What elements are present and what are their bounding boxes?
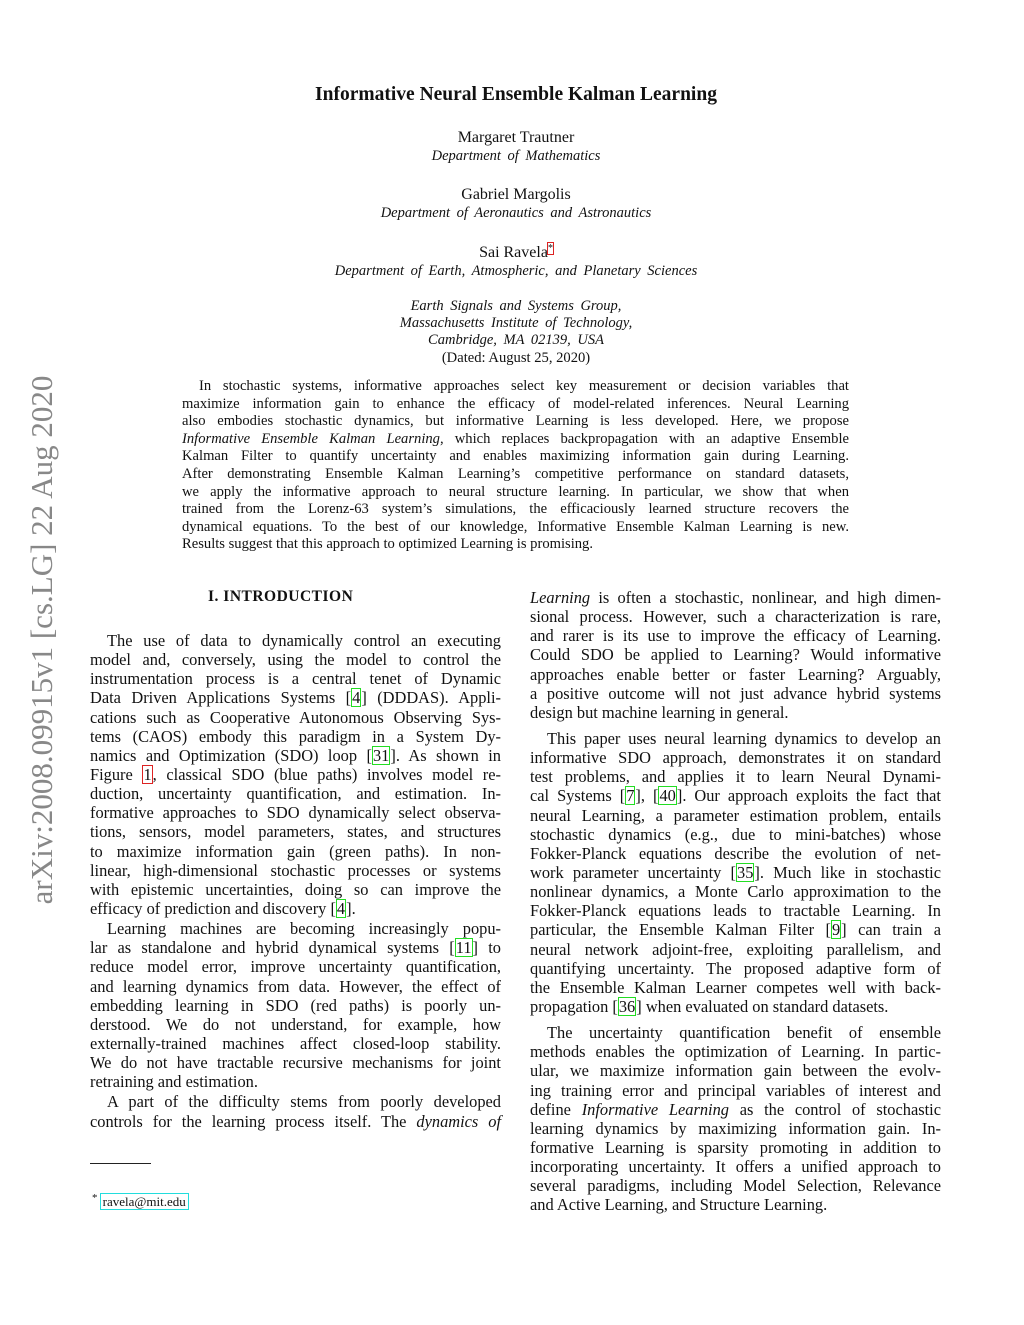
text-line: linear, high-dimensional stochastic processes or systems [90, 860, 501, 880]
paragraph [530, 1023, 941, 1214]
text-line: formative Learning is sparsity promoting in addition to [530, 1137, 941, 1157]
text-line: Learning machines are becoming increasingly popu- [107, 919, 501, 939]
text-line: neural network adjoint-free, exploiting parallelism, and [530, 939, 941, 959]
text-line: The uncertainty quantification benefit of ensemble [547, 1023, 941, 1043]
text-line: sional process. However, such a characterization is rare, [530, 607, 941, 627]
text-line: Data Driven Applications Systems [4] (DDDAS). Appli- [90, 688, 501, 708]
author-name-with-footnote [0, 244, 1024, 262]
text-line: derstood. We do not understand, for example, how [90, 1014, 501, 1034]
text-line: trained from the Lorenz-63 system’s simulations, the efficaciously learned structure recovers the [182, 501, 849, 518]
text-line: test problems, and applies it to learn Neural Dynami- [530, 767, 941, 787]
text-line: approaches enable better or faster Learning? Arguably, [530, 664, 941, 684]
italic-text: Learning [530, 588, 591, 607]
text-line: Learning is often a stochastic, nonlinear, and high dimen- [530, 588, 941, 607]
text-line: and learning dynamics from data. However, the effect of [90, 976, 501, 996]
text-line: Fokker-Planck equations describe the evolution of net- [530, 843, 941, 863]
author-name: Gabriel Margolis [461, 186, 571, 203]
text-line: dynamical equations. To the best of our knowledge, Informative Ensemble Kalman Learning is new. [182, 518, 849, 535]
text-line: cal Systems [7], [40]. Our approach exploits the fact that [530, 786, 941, 806]
figure-ref-link[interactable]: 1 [143, 764, 152, 784]
text-line: formative approaches to SDO dynamically select observa- [90, 803, 501, 823]
text-line: ing training error and principal variables of interest and [530, 1080, 941, 1100]
address-line: Cambridge, MA 02139, USA [428, 332, 604, 348]
text-line: methods enables the optimization of Learning. In partic- [530, 1042, 941, 1062]
citation-link[interactable]: 40 [659, 786, 676, 806]
text-line: and rarer is its use to improve the efficacy of Learning. [530, 626, 941, 646]
abstract [182, 378, 849, 554]
paragraph [530, 588, 941, 722]
text-line: design but machine learning in general. [530, 702, 789, 722]
text-line: the Ensemble Kalman Learner competes well with back- [530, 977, 941, 997]
text-line: model and, conversely, using the model to control the [90, 650, 501, 670]
author-affiliation: Department of Earth, Atmospheric, and Planetary Sciences [334, 263, 698, 279]
text-line: namics and Optimization (SDO) loop [31]. As shown in [90, 745, 501, 765]
text-line: incorporating uncertainty. It offers a unified approach to [530, 1157, 941, 1177]
text-line: several paradigms, including Model Selection, Relevance [530, 1176, 941, 1196]
text-line: We do not have tractable recursive mechanisms for joint [90, 1053, 501, 1073]
institute-line: Massachusetts Institute of Technology, [399, 315, 633, 331]
text-line: lar as standalone and hybrid dynamical systems [11] to [90, 938, 501, 958]
text-line: nonlinear dynamics, a Monte Carlo approximation to the [530, 882, 941, 902]
text-line: Fokker-Planck equations leads to tractable Learning. In [530, 901, 941, 921]
dated: (Dated: August 25, 2020) [441, 350, 591, 366]
right-column [530, 588, 941, 1215]
author-affiliation: Department of Mathematics [431, 148, 601, 164]
citation-link[interactable]: 4 [352, 688, 361, 708]
author-name: Margaret Trautner [457, 129, 575, 146]
text-line: neural Learning, a parameter estimation problem, entails [530, 805, 941, 825]
text-line: particular, the Ensemble Kalman Filter [9] can train a [530, 920, 941, 940]
text-line: This paper uses neural learning dynamics to develop an [547, 728, 941, 748]
text-line: learning dynamics by maximizing information gain. In- [530, 1118, 941, 1138]
text-line: Kalman Filter to quantify uncertainty and enables maximizing information gain during Learning. [182, 448, 849, 465]
text-line: A part of the difficulty stems from poorly developed [107, 1092, 501, 1112]
paper-title: Informative Neural Ensemble Kalman Learning [315, 84, 717, 105]
paragraph [90, 631, 501, 918]
text-line: Figure 1, classical SDO (blue paths) involves model re- [90, 764, 501, 784]
text-line: embedding learning in SDO (red paths) is poorly un- [90, 995, 501, 1015]
text-line: reduce model error, improve uncertainty quantification, [90, 957, 501, 977]
text-line: The use of data to dynamically control an executing [107, 631, 501, 650]
text-line: instrumentation process is a central tenet of Dynamic [90, 669, 501, 689]
text-line: retraining and estimation. [90, 1072, 258, 1092]
footnote-link[interactable]: * [547, 242, 553, 254]
text-line: quantifying uncertainty. The proposed adaptive form of [530, 958, 941, 978]
citation-link[interactable]: 31 [372, 745, 390, 765]
footnote-rule [90, 1163, 151, 1164]
text-line: Informative Ensemble Kalman Learning, which replaces backpropagation with an adaptive Ensemble [182, 430, 849, 447]
author-affiliation: Department of Aeronautics and Astronautics [380, 205, 652, 221]
citation-link[interactable]: 11 [455, 938, 472, 958]
text-line: ular, we maximize information gain between the evolv- [530, 1061, 941, 1081]
text-line: tems (CAOS) embody this paradigm in a System Dy- [90, 726, 501, 746]
italic-text: Informative Learning [581, 1099, 729, 1119]
text-line: define Informative Learning as the control of stochastic [530, 1099, 941, 1119]
text-line: cations such as Cooperative Autonomous Observing Sys- [90, 707, 501, 727]
text-line: a positive outcome will not just advance hybrid systems [530, 683, 941, 703]
text-line: and Active Learning, and Structure Learning. [530, 1195, 828, 1215]
left-column [90, 631, 501, 1131]
text-line: Results suggest that this approach to optimized Learning is promising. [182, 536, 593, 553]
email-link[interactable]: ravela@mit.edu [102, 1194, 186, 1210]
arxiv-stamp: arXiv:2008.09915v1 [cs.LG] 22 Aug 2020 [24, 375, 59, 905]
text-line: stochastic dynamics (e.g., due to mini-batches) whose [530, 824, 941, 844]
text-line: with epistemic uncertainties, doing so can improve the [90, 879, 501, 899]
citation-link[interactable]: 36 [618, 996, 636, 1016]
citation-link[interactable]: 4 [336, 898, 346, 918]
text-line: After demonstrating Ensemble Kalman Learning’s competitive performance on standard datasets, [182, 465, 849, 482]
citation-link[interactable]: 35 [737, 862, 754, 882]
text-line: externally-trained machines affect closed-loop stability. [90, 1033, 501, 1053]
text-line: to maximize information gain (green paths). In non- [90, 841, 501, 861]
italic-text: dynamics of [416, 1111, 501, 1131]
italic-text: Informative Ensemble Kalman Learning [182, 430, 440, 447]
text-line: informative SDO approach, demonstrates it on standard [530, 748, 941, 768]
text-line: maximize information gain to enhance the efficacy of model-related inferences. Neural Learning [182, 395, 849, 412]
author-name: Sai Ravela [479, 244, 548, 261]
citation-link[interactable]: 7 [626, 786, 635, 806]
text-line: Could SDO be applied to Learning? Would informative [530, 645, 941, 665]
text-line: also embodies stochastic dynamics, but informative Learning is less developed. Here, we propose [182, 413, 849, 430]
footnote [92, 1192, 188, 1210]
group-line: Earth Signals and Systems Group, [410, 298, 622, 314]
section-heading: I. INTRODUCTION [208, 588, 354, 605]
paragraph [530, 729, 941, 1016]
text-line: tions, sensors, model parameters, states, and structures [90, 822, 501, 842]
text-line: we apply the informative approach to neural structure learning. In particular, we show that when [182, 483, 849, 500]
text-line: controls for the learning process itself. The dynamics of [90, 1111, 501, 1131]
text-line: In stochastic systems, informative approaches select key measurement or decision variables that [199, 378, 849, 394]
paragraph [182, 378, 849, 554]
text-line: efficacy of prediction and discovery [4]. [90, 898, 356, 918]
text-line: work parameter uncertainty [35]. Much like in stochastic [530, 862, 941, 882]
text-line: propagation [36] when evaluated on standard datasets. [530, 996, 889, 1016]
citation-link[interactable]: 9 [831, 920, 841, 940]
paragraph [90, 1092, 501, 1130]
text-line: duction, uncertainty quantification, and estimation. In- [90, 784, 501, 804]
paragraph [90, 919, 501, 1091]
footnote-mark: * [92, 1192, 98, 1204]
